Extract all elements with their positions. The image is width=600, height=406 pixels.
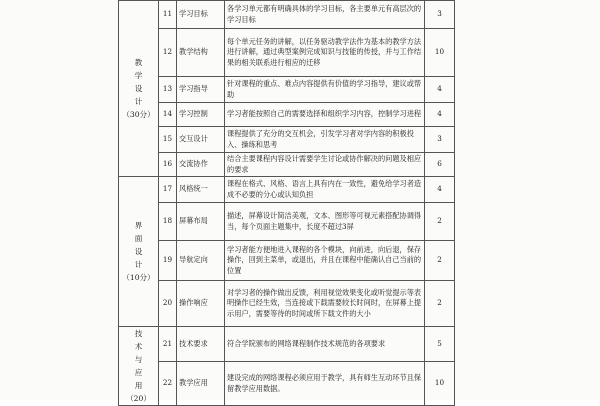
item-description: 课程在格式、风格、语言上具有内在一致性，避免给学习者造成不必要的分心或认知负担 — [225, 177, 425, 203]
item-description: 结合主要课程内容设计需要学生讨论或协作解决的问题及相应的要求 — [225, 153, 425, 177]
row-number: 18 — [159, 203, 177, 241]
item-score: 4 — [425, 177, 455, 203]
row-number: 17 — [159, 177, 177, 203]
table-row — [119, 281, 455, 327]
item-name: 教学结构 — [177, 29, 225, 77]
item-score: 4 — [425, 77, 455, 103]
item-description: 建设完成的网络课程必须应用于教学，具有师生互动环节且保留教学应用数据。 — [225, 362, 425, 406]
item-name: 学习控制 — [177, 103, 225, 127]
item-description: 符合学院颁布的网络课程制作技术规范的各项要求 — [225, 327, 425, 362]
item-description: 课程提供了充分的交互机会，引发学习者对学内容的积极投入、操练和思考 — [225, 127, 425, 153]
table-row — [119, 77, 455, 103]
item-score: 6 — [425, 153, 455, 177]
table-row — [119, 103, 455, 127]
item-name: 风格统一 — [177, 177, 225, 203]
table-row — [119, 1, 455, 29]
row-number: 22 — [159, 362, 177, 406]
table-row — [119, 153, 455, 177]
item-score: 10 — [425, 362, 455, 406]
row-number: 12 — [159, 29, 177, 77]
item-score: 3 — [425, 1, 455, 29]
item-description: 学习者能方便地进入课程的各个模块，向前进，向后退，保存操作，回到主菜单，或退出，并且在课程中能确认自己当前的位置 — [225, 241, 425, 281]
row-number: 11 — [159, 1, 177, 29]
evaluation-table — [118, 0, 455, 406]
item-score: 3 — [425, 127, 455, 153]
item-score: 2 — [425, 281, 455, 327]
table-row — [119, 327, 455, 362]
item-description: 描述，屏幕设计简洁美观，文本、图形等可视元素搭配协调得当，每个页面主题集中，长度不超过3屏 — [225, 203, 425, 241]
item-score: 5 — [425, 327, 455, 362]
item-description: 各学习单元都有明确具体的学习目标，各主要单元有高层次的学习目标 — [225, 1, 425, 29]
table-row — [119, 127, 455, 153]
item-name: 教学应用 — [177, 362, 225, 406]
item-name: 导航定向 — [177, 241, 225, 281]
row-number: 21 — [159, 327, 177, 362]
item-name: 学习指导 — [177, 77, 225, 103]
row-number: 14 — [159, 103, 177, 127]
row-number: 15 — [159, 127, 177, 153]
item-description: 针对课程的重点、难点内容提供有价值的学习指导，建议或帮助 — [225, 77, 425, 103]
item-description: 每个单元任务的讲解，以任务驱动教学法作为基本的教学方法进行讲解，通过典型案例完成知识与技能的传授，并与工作结果的相关联系进行相应的迁移 — [225, 29, 425, 77]
item-description: 对学习者的操作做出反馈，利用视觉效果变化或听觉提示等表明操作已经生效，当连接或下载需要较长时间时，在屏幕上提示用户，需要等待的时间或所下载文件的大小 — [225, 281, 425, 327]
category-cell-teaching-design: 教 学 设 计 （30分） — [119, 1, 159, 177]
row-number: 20 — [159, 281, 177, 327]
row-number: 13 — [159, 77, 177, 103]
row-number: 19 — [159, 241, 177, 281]
item-score: 10 — [425, 29, 455, 77]
table-row — [119, 241, 455, 281]
item-name: 操作响应 — [177, 281, 225, 327]
row-number: 16 — [159, 153, 177, 177]
table-row — [119, 362, 455, 406]
category-cell-interface-design: 界 面 设 计 （10分） — [119, 177, 159, 327]
table-row — [119, 177, 455, 203]
item-name: 学习目标 — [177, 1, 225, 29]
item-score: 4 — [425, 103, 455, 127]
item-name: 屏幕布局 — [177, 203, 225, 241]
item-name: 交互设计 — [177, 127, 225, 153]
item-description: 学习者能按照自己的需要选择和组织学习内容，控制学习进程 — [225, 103, 425, 127]
item-name: 交流协作 — [177, 153, 225, 177]
item-name: 技术要求 — [177, 327, 225, 362]
category-cell-tech-application: 技 术 与 应 用 （20） — [119, 327, 159, 406]
item-score: 2 — [425, 241, 455, 281]
item-score: 2 — [425, 203, 455, 241]
table-row — [119, 29, 455, 77]
table-row — [119, 203, 455, 241]
